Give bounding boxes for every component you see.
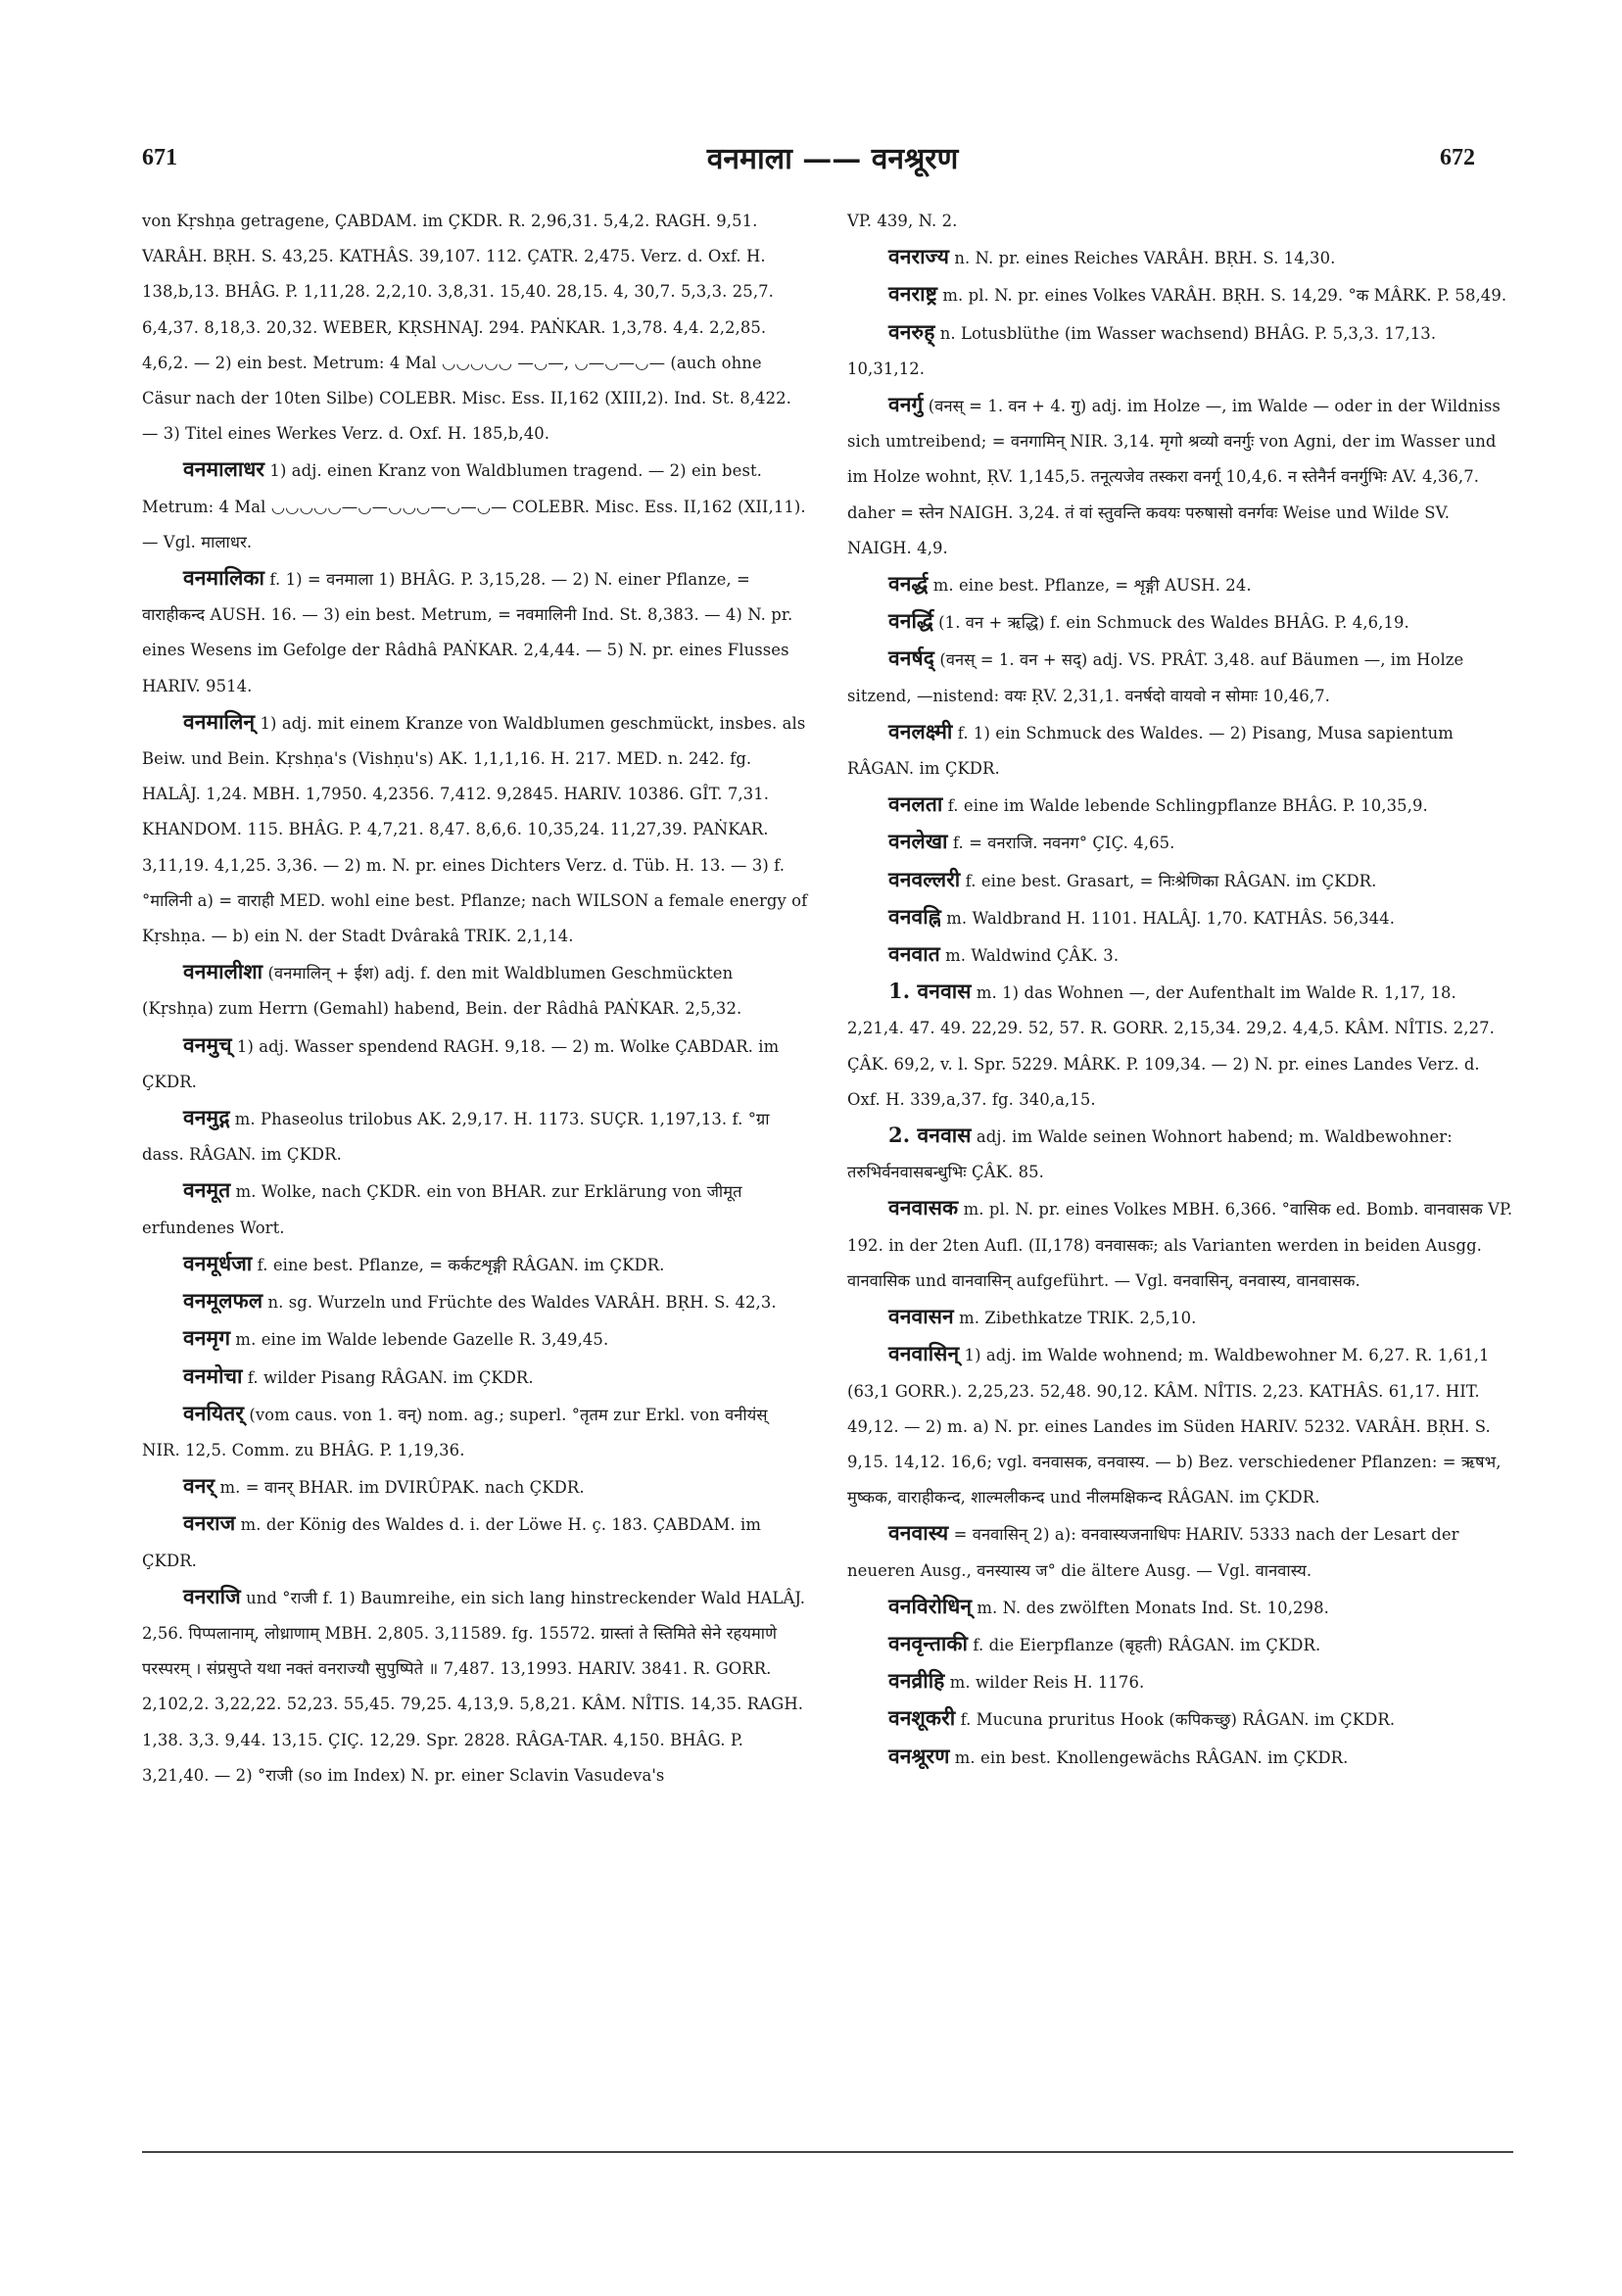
entry-headword: वनमृग xyxy=(183,1325,231,1351)
dictionary-entry xyxy=(847,1700,1513,1738)
entry-headword: वनव्रीहि xyxy=(888,1668,945,1694)
dictionary-entry xyxy=(847,1299,1513,1336)
dictionary-entry xyxy=(847,1663,1513,1700)
entry-definition: m. der König des Waldes d. i. der Löwe H. ç. 183. ÇABDAM. im ÇKDR. xyxy=(142,1515,762,1570)
entry-headword: वनराष्ट्र xyxy=(888,281,938,307)
dictionary-entry xyxy=(142,560,808,704)
entry-headword: वनराजि xyxy=(183,1583,241,1608)
entry-headword: वनर् xyxy=(183,1473,215,1499)
entry-headword: वनमोचा xyxy=(183,1363,243,1388)
dictionary-entry xyxy=(847,566,1513,603)
entry-headword: वनमुद्ग xyxy=(183,1105,230,1130)
entry-headword: वनरुह् xyxy=(888,318,935,344)
entry-definition: f. 1) ein Schmuck des Waldes. — 2) Pisang, Musa sapientum RÂGAN. im ÇKDR. xyxy=(847,723,1454,779)
right-column xyxy=(847,204,1513,1776)
entry-definition: m. wilder Reis H. 1176. xyxy=(944,1673,1145,1693)
dictionary-entry xyxy=(142,1320,808,1358)
dictionary-entry xyxy=(142,1506,808,1578)
entry-definition: (vom caus. von 1. वन्) nom. ag.; superl. °तृतम zur Erkl. von वनीयंस् NIR. 12,5. Comm. zu BHÂG. P. 1,19,36. xyxy=(142,1405,768,1459)
dictionary-entry xyxy=(847,974,1513,1118)
entry-headword: वनर्द्धि xyxy=(888,608,933,634)
dictionary-entry xyxy=(847,1626,1513,1663)
page-number-left: 671 xyxy=(142,145,177,170)
dictionary-entry xyxy=(847,936,1513,974)
entry-headword: वनवल्लरी xyxy=(888,866,961,891)
entry-definition: 1) adj. Wasser spendend RAGH. 9,18. — 2) m. Wolke ÇABDAR. im ÇKDR. xyxy=(142,1036,780,1091)
entry-definition: m. ein best. Knollengewächs RÂGAN. im ÇKDR. xyxy=(949,1747,1349,1767)
running-title: वनमाला —— वनश्रूरण xyxy=(706,142,959,176)
entry-headword: वनमालिन् xyxy=(183,708,256,734)
entry-definition: m. pl. N. pr. eines Volkes MBH. 6,366. °वासिक ed. Bomb. वानवासक VP. 192. in der 2ten Aufl. (II,178) वनवासकः; als Varianten werden in beiden Ausgg. वानवासिक und वानवासिन् aufgeführt. — Vgl. वनवासिन्, वनवास्य, वानवासक. xyxy=(847,1200,1513,1290)
entry-definition: m. Waldwind ÇÂK. 3. xyxy=(939,946,1120,966)
left-column xyxy=(142,204,808,1794)
entry-definition: (वनस् = 1. वन + 4. गु) adj. im Holze —, im Walde — oder in der Wildniss sich umtreibend; = वनगामिन् NIR. 3,14. मृगो श्रव्यो वनर्गुः von Agni, der im Wasser und im Holze wohnt, ṚV. 1,145,5. तनूत्यजेव तस्करा वनर्गू 10,4,6. न स्तेनैर्न वनर्गुभिः AV. 4,36,7. daher = स्तेन NAIGH. 3,24. तं वां स्तुवन्ति कवयः परुषासो वनर्गवः Weise und Wilde SV. NAIGH. 4,9. xyxy=(847,397,1501,557)
entry-headword: वनमूलफल xyxy=(183,1288,263,1314)
entry-headword: वनराज xyxy=(183,1510,236,1536)
entry-headword: वनवासिन् xyxy=(888,1341,960,1366)
entry-definition: f. eine best. Pflanze, = कर्कटशृङ्गी RÂGAN. im ÇKDR. xyxy=(252,1255,665,1274)
entry-definition: m. = वानर् BHAR. im DVIRÛPAK. nach ÇKDR. xyxy=(215,1478,585,1498)
dictionary-entry xyxy=(847,1190,1513,1299)
dictionary-entry xyxy=(847,239,1513,276)
entry-headword: वनर्षद् xyxy=(888,646,935,671)
entry-headword: वनवासन xyxy=(888,1304,954,1329)
dictionary-entry xyxy=(847,314,1513,387)
page-number-right: 672 xyxy=(1440,145,1475,170)
entry-definition: m. Zibethkatze TRIK. 2,5,10. xyxy=(953,1309,1197,1328)
entry-headword: वनमालिका xyxy=(183,565,265,591)
entry-definition: f. eine im Walde lebende Schlingpflanze BHÂG. P. 10,35,9. xyxy=(942,796,1428,816)
entry-headword: वनविरोधिन् xyxy=(888,1593,973,1618)
entry-headword: वनलता xyxy=(888,791,943,817)
entry-definition: n. Lotusblüthe (im Wasser wachsend) BHÂG. P. 5,3,3. 17,13. 10,31,12. xyxy=(847,323,1437,378)
entry-headword: वनवासक xyxy=(888,1195,959,1220)
entry-definition: m. N. des zwölften Monats Ind. St. 10,298. xyxy=(972,1598,1329,1617)
entry-headword: वनलक्ष्मी xyxy=(888,718,953,743)
entry-definition: n. N. pr. eines Reiches VARÂH. BṚH. S. 14,30. xyxy=(949,249,1336,268)
entry-headword: वनयितर् xyxy=(183,1400,245,1425)
entry-headword: वनवृन्ताकी xyxy=(888,1630,969,1655)
entry-headword: वनवास्य xyxy=(888,1520,949,1546)
entry-headword: वनवह्नि xyxy=(888,903,941,929)
entry-definition: m. Phaseolus trilobus AK. 2,9,17. H. 1173. SUÇR. 1,197,13. f. °ग्रा dass. RÂGAN. im ÇKDR. xyxy=(142,1110,770,1165)
entry-definition: m. eine best. Pflanze, = शृङ्गी AUSH. 24. xyxy=(928,576,1252,596)
entry-definition: 1) adj. mit einem Kranze von Waldblumen geschmückt, insbes. als Beiw. und Bein. Kṛshṇa's (Vishṇu's) AK. 1,1,1,16. H. 217. MED. n. 242. fg. HALÂJ. 1,24. MBH. 1,7950. 4,2356. 7,412. 9,2845. HARIV. 10386. GÎT. 7,31. KHANDOM. 115. BHÂG. P. 4,7,21. 8,47. 8,6,6. 10,35,24. 11,27,39. PAṄKAR. 3,11,19. 4,1,25. 3,36. — 2) m. N. pr. eines Dichters Verz. d. Tüb. H. 13. — 3) f. °मालिनी a) = वाराही MED. wohl eine best. Pflanze; nach WILSON a female energy of Kṛshṇa. — b) ein N. der Stadt Dvârakâ TRIK. 2,1,14. xyxy=(142,713,808,946)
entry-headword: वनश्रूरण xyxy=(888,1743,950,1768)
entry-definition: m. eine im Walde lebende Gazelle R. 3,49,45. xyxy=(230,1330,609,1350)
dictionary-entry xyxy=(142,452,808,560)
entry-headword: वनशूकरी xyxy=(888,1705,956,1731)
dictionary-entry xyxy=(142,1579,808,1794)
page-header xyxy=(0,137,1622,196)
bottom-rule xyxy=(142,2151,1513,2153)
entry-headword: वनमूत xyxy=(183,1177,231,1203)
entry-headword: वनवात xyxy=(888,941,940,967)
entry-headword: वनमूर्धजा xyxy=(183,1250,253,1275)
entry-definition: f. Mucuna pruritus Hook (कपिकच्छु) RÂGAN. im ÇKDR. xyxy=(955,1710,1396,1730)
dictionary-entry xyxy=(142,1246,808,1283)
dictionary-entry xyxy=(142,1468,808,1506)
dictionary-entry xyxy=(847,787,1513,824)
entry-definition: 1) adj. einen Kranz von Waldblumen tragend. — 2) ein best. Metrum: 4 Mal ◡◡◡◡◡—◡—◡◡◡—◡—◡— COLEBR. Misc. Ess. II,162 (XII,11). — Vgl. मालाधर. xyxy=(142,461,806,551)
entry-headword: वनलेखा xyxy=(888,829,948,854)
dictionary-entry xyxy=(847,641,1513,713)
entry-definition: m. 1) das Wohnen —, der Aufenthalt im Walde R. 1,17, 18. 2,21,4. 47. 49. 22,29. 52, 57. R. GORR. 2,15,34. 29,2. 4,4,5. KÂM. NÎTIS. 2,27. ÇÂK. 69,2, v. l. Spr. 5229. MÂRK. P. 109,34. — 2) N. pr. eines Landes Verz. d. Oxf. H. 339,a,37. fg. 340,a,15. xyxy=(847,983,1495,1109)
entry-definition: m. Waldbrand H. 1101. HALÂJ. 1,70. KATHÂS. 56,344. xyxy=(940,908,1396,928)
entry-continuation: VP. 439, N. 2. xyxy=(847,212,958,230)
dictionary-entry xyxy=(847,1589,1513,1626)
dictionary-entry xyxy=(847,714,1513,787)
dictionary-entry xyxy=(142,1396,808,1468)
entry-definition: adj. im Walde seinen Wohnort habend; m. Waldbewohner: तरुभिर्वनवासबन्धुभिः ÇÂK. 85. xyxy=(847,1127,1453,1182)
entry-headword: वनर्द्ध xyxy=(888,571,929,597)
entry-definition: (1. वन + ऋद्धि) f. ein Schmuck des Waldes BHÂG. P. 4,6,19. xyxy=(932,613,1409,633)
dictionary-entry xyxy=(847,862,1513,899)
entry-headword: 2. वनवास xyxy=(888,1123,972,1148)
dictionary-entry xyxy=(142,704,808,954)
dictionary-entry xyxy=(142,954,808,1027)
entry-headword: वनमुच् xyxy=(183,1031,232,1057)
entry-definition: n. sg. Wurzeln und Früchte des Waldes VARÂH. BṚH. S. 42,3. xyxy=(262,1293,777,1313)
entry-headword: वनमालीशा xyxy=(183,959,263,984)
entry-definition: und °राजी f. 1) Baumreihe, ein sich lang hinstreckender Wald HALÂJ. 2,56. पिप्पलानाम्, लोध्राणाम् MBH. 2,805. 3,11589. fg. 15572. ग्रास्तां ते स्तिमिते सेने रहयमाणे परस्परम् । संप्रसुप्ते यथा नक्तं वनराज्यौ सुपुष्पिते ॥ 7,487. 13,1993. HARIV. 3841. R. GORR. 2,102,2. 3,22,22. 52,23. 55,45. 79,25. 4,13,9. 5,8,21. KÂM. NÎTIS. 14,35. RAGH. 1,38. 3,3. 9,44. 13,15. ÇIÇ. 12,29. Spr. 2828. RÂGA-TAR. 4,150. BHÂG. P. 3,21,40. — 2) °राजी (so im Index) N. pr. einer Sclavin Vasudeva's xyxy=(142,1588,806,1785)
dictionary-entry xyxy=(142,1100,808,1172)
entry-headword: वनमालाधर xyxy=(183,456,265,482)
dictionary-entry xyxy=(142,1283,808,1320)
dictionary-entry xyxy=(142,1359,808,1396)
entry-headword: वनर्गु xyxy=(888,392,924,417)
dictionary-entry xyxy=(847,1336,1513,1515)
entry-definition: f. wilder Pisang RÂGAN. im ÇKDR. xyxy=(242,1367,534,1387)
entry-definition: 1) adj. im Walde wohnend; m. Waldbewohner M. 6,27. R. 1,61,1 (63,1 GORR.). 2,25,23. 52,48. 90,12. KÂM. NÎTIS. 2,23. KATHÂS. 61,17. HIT. 49,12. — 2) m. a) N. pr. eines Landes im Süden HARIV. 5232. VARÂH. BṚH. S. 9,15. 14,12. 16,6; vgl. वनवासक, वनवास्य. — b) Bez. verschiedener Pflanzen: = ऋषभ, मुष्कक, वाराहीकन्द, शाल्मलीकन्द und नीलमक्षिकन्द RÂGAN. im ÇKDR. xyxy=(847,1346,1502,1507)
entry-definition: m. pl. N. pr. eines Volkes VARÂH. BṚH. S. 14,29. °क MÂRK. P. 58,49. xyxy=(937,286,1507,306)
entry-definition: m. Wolke, nach ÇKDR. ein von BHAR. zur Erklärung von जीमूत erfundenes Wort. xyxy=(142,1182,742,1237)
entry-definition: = वनवासिन् 2) a): वनवास्यजनाधिपः HARIV. 5333 nach der Lesart der neueren Ausg., वनस्यास्य ज° die ältere Ausg. — Vgl. वानवास्य. xyxy=(847,1525,1459,1580)
dictionary-entry xyxy=(847,603,1513,641)
entry-definition: (वनमालिन् + ईश) adj. f. den mit Waldblumen Geschmückten (Kṛshṇa) zum Herrn (Gemahl) habend, Bein. der Râdhâ PAṄKAR. 2,5,32. xyxy=(142,964,742,1019)
dictionary-entry xyxy=(847,899,1513,936)
dictionary-entry xyxy=(847,1515,1513,1588)
entry-definition: (वनस् = 1. वन + सद्) adj. VS. PRÂT. 3,48. auf Bäumen —, im Holze sitzend, —nistend: वयः ṚV. 2,31,1. वनर्षदो वायवो न सोमाः 10,46,7. xyxy=(847,650,1464,705)
entry-headword: 1. वनवास xyxy=(888,979,972,1004)
entry-headword: वनराज्य xyxy=(888,244,950,269)
dictionary-entry xyxy=(847,276,1513,313)
entry-definition: f. 1) = वनमाला 1) BHÂG. P. 3,15,28. — 2) N. einer Pflanze, = वाराहीकन्द AUSH. 16. — 3) ein best. Metrum, = नवमालिनी Ind. St. 8,383. — 4) N. pr. eines Wesens im Gefolge der Râdhâ PAṄKAR. 2,4,44. — 5) N. pr. eines Flusses HARIV. 9514. xyxy=(142,570,793,695)
dictionary-entry xyxy=(142,1172,808,1245)
entry-definition: f. = वनराजि. नवनग° ÇIÇ. 4,65. xyxy=(947,834,1175,853)
dictionary-entry xyxy=(847,824,1513,861)
dictionary-entry xyxy=(847,387,1513,566)
entry-definition: f. die Eierpflanze (बृहती) RÂGAN. im ÇKDR. xyxy=(968,1635,1321,1654)
dictionary-entry xyxy=(142,1028,808,1100)
entry-continuation: von Kṛshṇa getragene, ÇABDAM. im ÇKDR. R. 2,96,31. 5,4,2. RAGH. 9,51. VARÂH. BṚH. S. 43,25. KATHÂS. 39,107. 112. ÇATR. 2,475. Verz. d. Oxf. H. 138,b,13. BHÂG. P. 1,11,28. 2,2,10. 3,8,31. 15,40. 28,15. 4, 30,7. 5,3,3. 25,7. 6,4,37. 8,18,3. 20,32. WEBER, KṚSHNAJ. 294. PAṄKAR. 1,3,78. 4,4. 2,2,85. 4,6,2. — 2) ein best. Metrum: 4 Mal ◡◡◡◡◡ —◡—, ◡—◡—◡— (auch ohne Cäsur nach der 10ten Silbe) COLEBR. Misc. Ess. II,162 (XIII,2). Ind. St. 8,422. — 3) Titel eines Werkes Verz. d. Oxf. H. 185,b,40. xyxy=(142,212,791,444)
entry-definition: f. eine best. Grasart, = निःश्रेणिका RÂGAN. im ÇKDR. xyxy=(960,871,1377,890)
dictionary-entry xyxy=(847,1118,1513,1190)
dictionary-entry xyxy=(847,1739,1513,1776)
